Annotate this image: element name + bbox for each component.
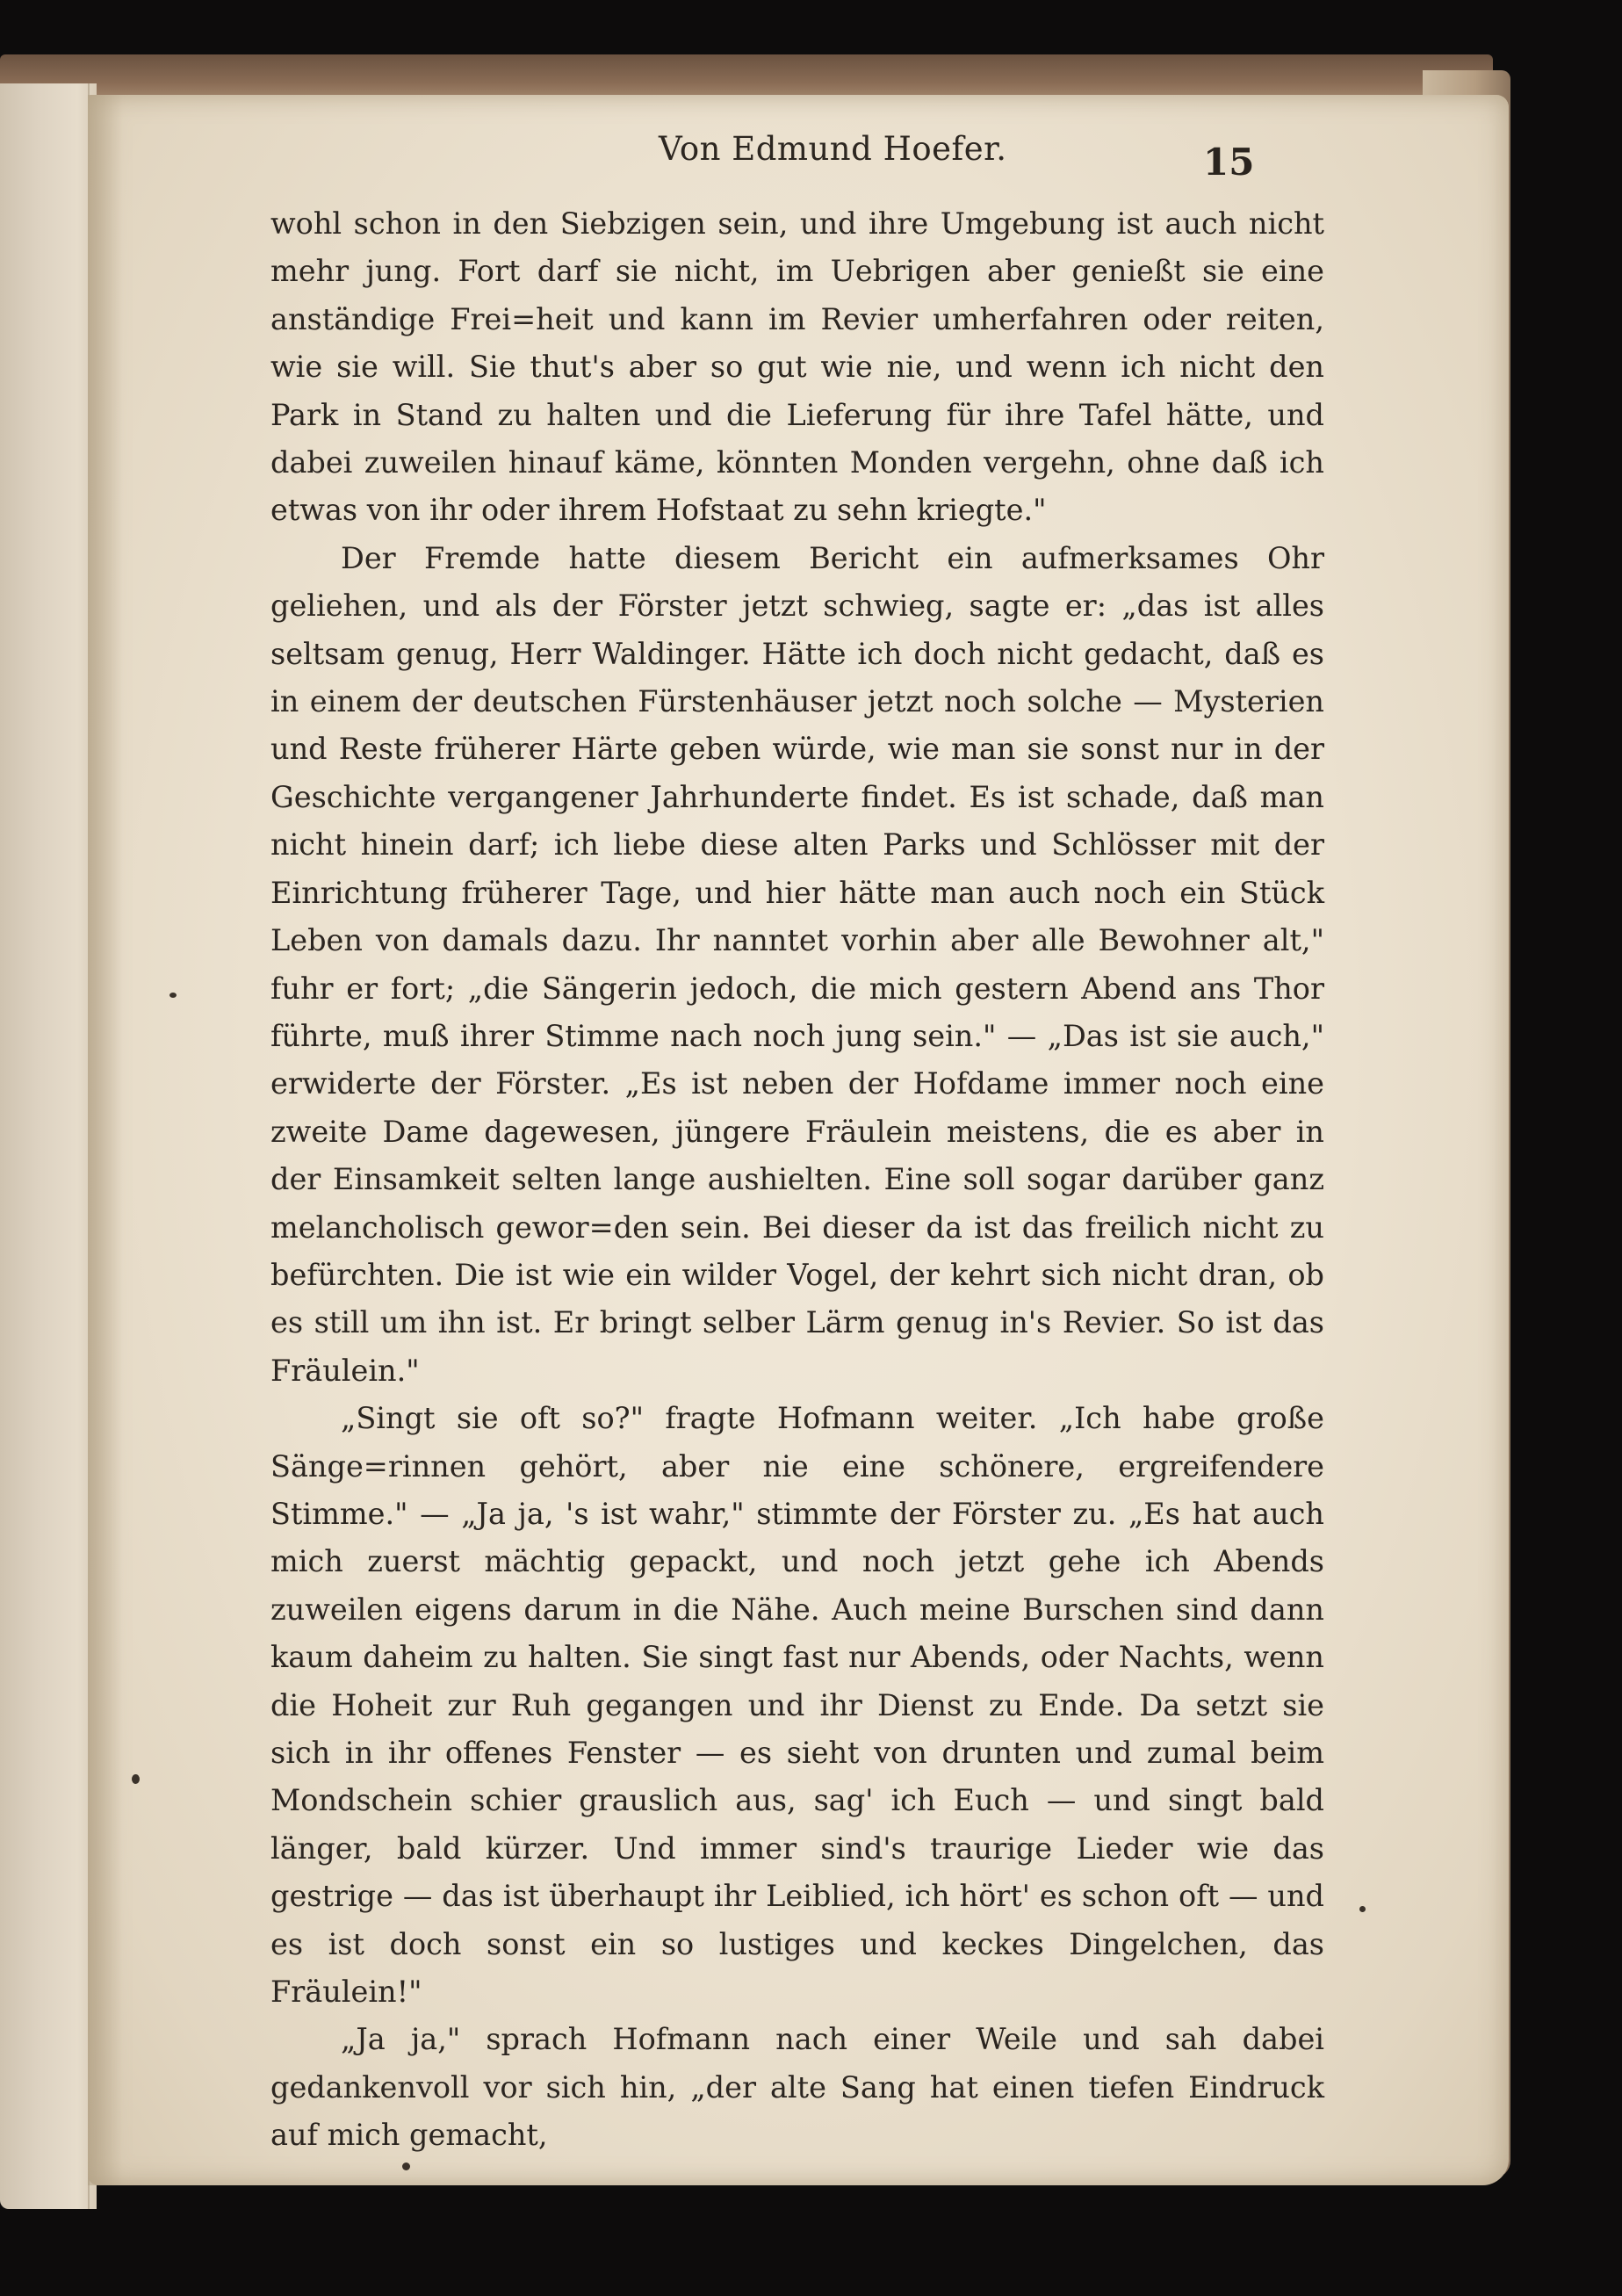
paper-speck [132, 1774, 140, 1784]
paragraph-1: wohl schon in den Siebzigen sein, und ihre Umgebung ist auch nicht mehr jung. Fort darf sie nicht, im Uebrigen aber genießt sie eine anständige Frei=heit und kann im Revier umherfahren oder reiten, wie sie will. Sie thut's aber so gut wie nie, und wenn ich nicht den Park in Stand zu halten und die Lieferung für ihre Tafel hätte, und dabei zuweilen hinauf käme, könnten Monden vergehn, ohne daß ich etwas von ihr oder ihrem Hofstaat zu sehn kriegte." [270, 206, 1324, 528]
paper-speck [402, 2162, 410, 2170]
paper-speck [1359, 1906, 1366, 1912]
body-text [270, 200, 1324, 2160]
paragraph-2: Der Fremde hatte diesem Bericht ein aufmerksames Ohr geliehen, und als der Förster jetzt schwieg, sagte er: „das ist alles seltsam genug, Herr Waldinger. Hätte ich doch nicht gedacht, daß es in einem der deutschen Fürstenhäuser jetzt noch solche — Mysterien und Reste früherer Härte geben würde, wie man sie sonst nur in der Geschichte vergangener Jahrhunderte findet. Es ist schade, daß man nicht hinein darf; ich liebe diese alten Parks und Schlösser mit der Einrichtung früherer Tage, und hier hätte man auch noch ein Stück Leben von damals dazu. Ihr nanntet vorhin aber alle Bewohner alt," fuhr er fort; „die Sängerin jedoch, die mich gestern Abend ans Thor führte, muß ihrer Stimme nach noch jung sein." — „Das ist sie auch," erwiderte der Förster. „Es ist neben der Hofdame immer noch eine zweite Dame dagewesen, jüngere Fräulein meistens, die es aber in der Einsamkeit selten lange aushielten. Eine soll sogar darüber ganz melancholisch gewor=den sein. Bei dieser da ist das freilich nicht zu befürchten. Die ist wie ein wilder Vogel, der kehrt sich nicht dran, ob es still um ihn ist. Er bringt selber Lärm genug in's Revier. So ist das Fräulein." [270, 540, 1324, 1388]
running-title: Von Edmund Hoefer. [659, 130, 1007, 168]
paper-speck [169, 993, 177, 998]
page-number: 15 [1203, 141, 1255, 184]
page-gutter-shadow [88, 95, 123, 2185]
page-header [562, 130, 1265, 183]
paragraph-4: „Ja ja," sprach Hofmann nach einer Weile und sah dabei gedankenvoll vor sich hin, „der alte Sang hat einen tiefen Eindruck auf mich gemacht, [270, 2022, 1324, 2153]
previous-page-edge [0, 83, 97, 2209]
paragraph-3: „Singt sie oft so?" fragte Hofmann weiter. „Ich habe große Sänge=rinnen gehört, aber nie eine schönere, ergreifendere Stimme." — „Ja ja, 's ist wahr," stimmte der Förster zu. „Es hat auch mich zuerst mächtig gepackt, und noch jetzt gehe ich Abends zuweilen eigens darum in die Nähe. Auch meine Burschen sind dann kaum daheim zu halten. Sie singt fast nur Abends, oder Nachts, wenn die Hoheit zur Ruh gegangen und ihr Dienst zu Ende. Da setzt sie sich in ihr offenes Fenster — es sieht von drunten und zumal beim Mondschein schier grauslich aus, sag' ich Euch — und singt bald länger, bald kürzer. Und immer sind's traurige Lieder wie das gestrige — das ist überhaupt ihr Leiblied, ich hört' es schon oft — und es ist doch sonst ein so lustiges und keckes Dingelchen, das Fräulein!" [270, 1401, 1324, 2010]
